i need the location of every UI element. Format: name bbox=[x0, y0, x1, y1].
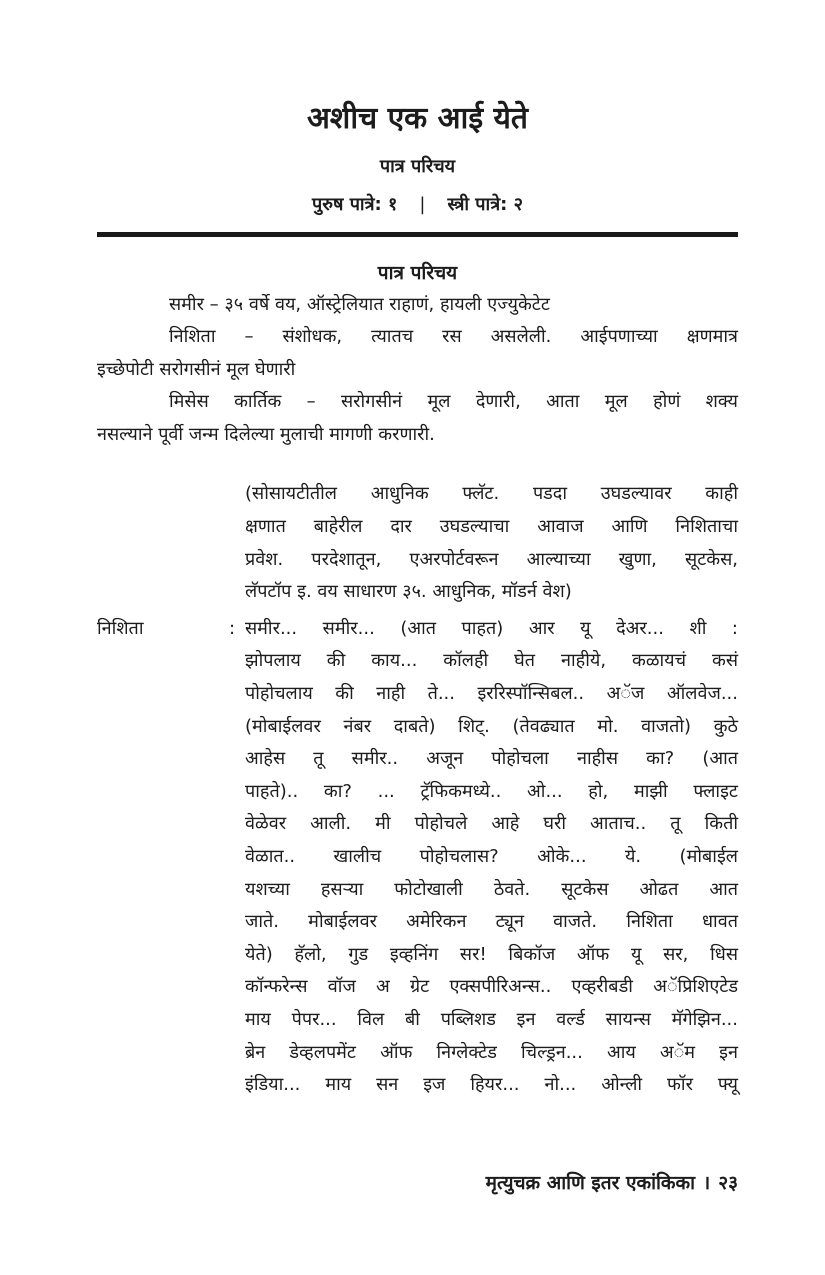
text-line: क्षणात बाहेरील दार उघडल्याचा आवाज आणि निशिताचा bbox=[245, 516, 738, 538]
text-line: झोपलाय की काय... कॉलही घेत नाहीये, कळायचं कसं bbox=[245, 650, 738, 672]
text-line: निशिता – संशोधक, त्यातच रस असलेली. आईपणाच्या क्षणमात्र bbox=[169, 326, 738, 348]
cast-count-separator: | bbox=[419, 193, 426, 215]
text-line: पाहते).. का? ... ट्रॅफिकमध्ये.. ओ... हो, माझी फ्लाइट bbox=[245, 780, 738, 802]
text-line: समीर... समीर... (आत पाहत) आर यू देअर... शी : bbox=[245, 617, 738, 639]
play-title: अशीच एक आई येते bbox=[307, 101, 528, 136]
book-title: मृत्युचक्र आणि इतर एकांकिका bbox=[485, 1172, 696, 1194]
text-line: वेळात.. खालीच पोहोचलास? ओके... ये. (मोबाईल bbox=[245, 846, 738, 867]
cast-section-heading: पात्र परिचय bbox=[377, 261, 458, 284]
text-line: वेळेवर आली. मी पोहोचले आहे घरी आताच.. तू किती bbox=[245, 813, 738, 835]
text-line: मिसेस कार्तिक – सरोगसीनं मूल देणारी, आता मूल होणं शक्य bbox=[169, 391, 738, 413]
text-line: (सोसायटीतील आधुनिक फ्लॅट. पडदा उघडल्यावर काही bbox=[245, 483, 738, 505]
text-line: नसल्याने पूर्वी जन्म दिलेल्या मुलाची मागणी करणारी. bbox=[97, 423, 435, 445]
text-line: (मोबाईलवर नंबर दाबते) शिट्. (तेवढ्यात मो. वाजतो) कुठे bbox=[245, 715, 738, 737]
text-line: इच्छेपोटी सरोगसीनं मूल घेणारी bbox=[97, 358, 296, 380]
text-line: यशच्या हसऱ्या फोटोखाली ठेवते. सूटकेस ओढत आत bbox=[245, 878, 738, 900]
dialogue-speaker: निशिता bbox=[97, 617, 144, 639]
footer-separator: । bbox=[703, 1172, 711, 1194]
text-line: इंडिया... माय सन इज हियर... नो... ओन्ली फॉर फ्यू bbox=[245, 1074, 738, 1096]
text-line: पोहोचलाय की नाही ते... इररिस्पॉन्सिबल.. अॅज ऑलवेज... bbox=[245, 683, 738, 705]
text-line: येते) हॅलो, गुड इव्हनिंग सर! बिकॉज ऑफ यू सर, धिस bbox=[245, 943, 738, 965]
text-line: प्रवेश. परदेशातून, एअरपोर्टवरून आल्याच्या खुणा, सूटकेस, bbox=[245, 548, 738, 570]
text-line: माय पेपर... विल बी पब्लिशड इन वर्ल्ड सायन्स मॅगेझिन... bbox=[245, 1008, 738, 1030]
stage-direction bbox=[245, 478, 738, 608]
dialogue-text bbox=[245, 613, 738, 1102]
dialogue-colon: : bbox=[229, 617, 236, 639]
page-number: २३ bbox=[718, 1172, 738, 1194]
text-line: कॉन्फरेन्स वॉज अ ग्रेट एक्सपीरिअन्स.. एव्हरीबडी अॅप्रिशिएटेड bbox=[245, 976, 738, 998]
header-divider bbox=[97, 232, 738, 237]
cast-intro-label: पात्र परिचय bbox=[379, 155, 456, 177]
page-footer bbox=[486, 1169, 738, 1195]
cast-description bbox=[97, 289, 738, 452]
text-line: जाते. मोबाईलवर अमेरिकन ट्यून वाजते. निशिता धावत bbox=[245, 911, 738, 933]
text-line: आहेस तू समीर.. अजून पोहोचला नाहीस का? (आत bbox=[245, 748, 738, 770]
cast-count-line bbox=[97, 192, 738, 216]
male-cast-count: पुरुष पात्रे: १ bbox=[312, 193, 398, 215]
text-line: ब्रेन डेव्हलपमेंट ऑफ निग्लेक्टेड चिल्ड्रन... आय अॅम इन bbox=[245, 1041, 738, 1063]
female-cast-count: स्त्री पात्रे: २ bbox=[447, 193, 523, 215]
dialogue-block bbox=[97, 613, 738, 1102]
text-line: समीर – ३५ वर्षे वय, ऑस्ट्रेलियात राहाणं, हायली एज्युकेटेट bbox=[169, 293, 550, 315]
text-line: लॅपटॉप इ. वय साधारण ३५. आधुनिक, मॉडर्न वेश) bbox=[245, 581, 572, 603]
